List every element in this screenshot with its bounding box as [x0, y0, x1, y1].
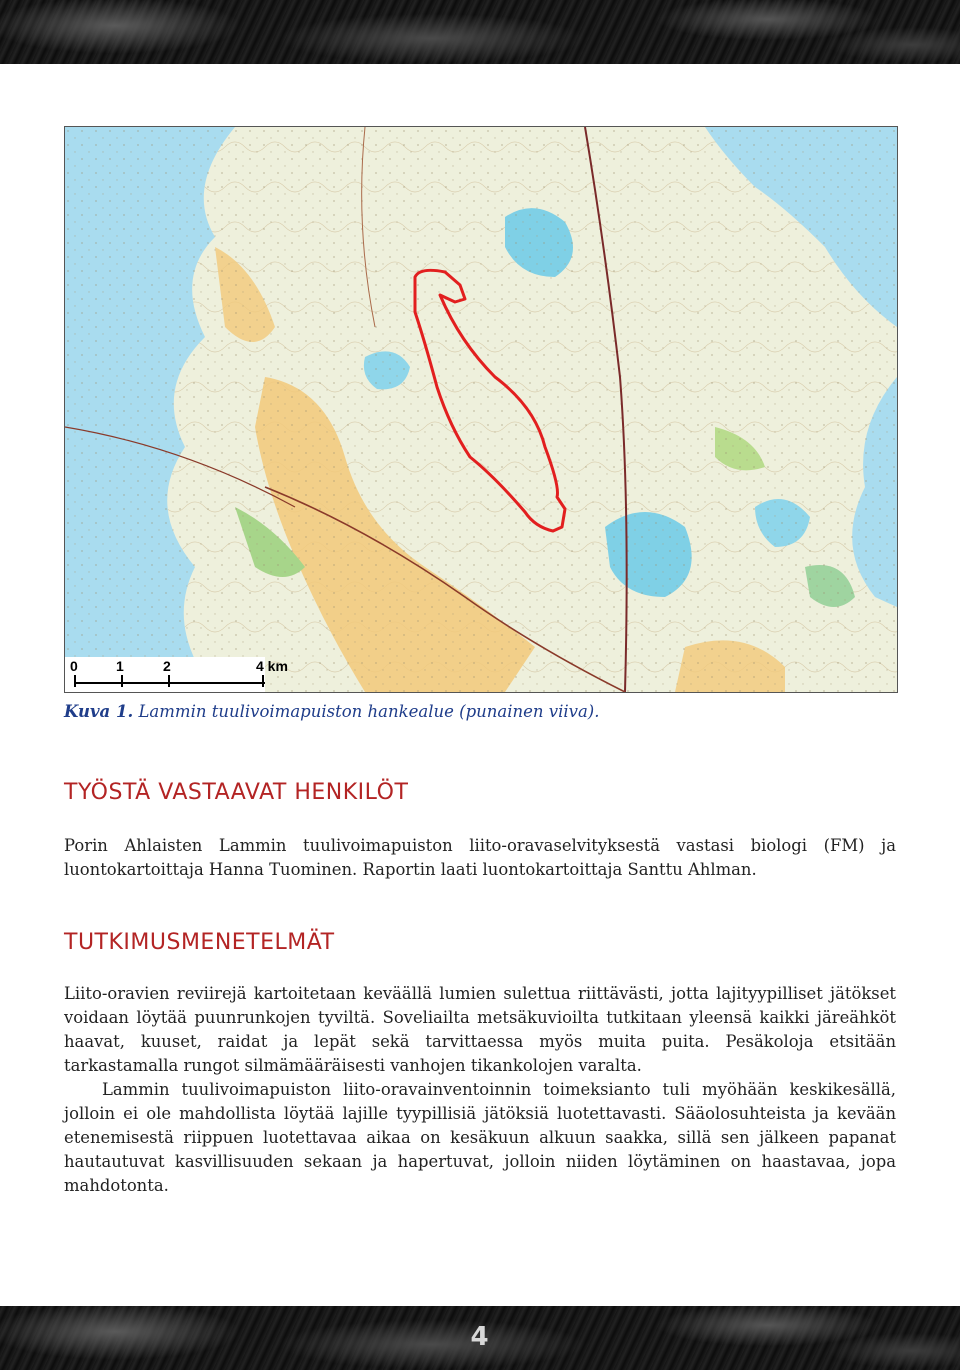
- scale-label-4km: 4 km: [256, 658, 288, 674]
- map-scale-bar: [64, 656, 294, 690]
- paragraph-methods-1: Liito-oravien reviirejä kartoitetaan keväällä lumien sulettua riittävästi, jotta lajityypilliset jätökset voidaan löytää puunrunkojen tyviltä. Soveliailta metsäkuvioilta tutkitaan yleensä kaikki järeähköt haavat, kuuset, raidat ja lepät sekä tarvittaessa myös muita puita. Pesäkoloja etsitään tarkastamalla rungot silmämääräisesti vanhojen tikankolojen varalta.: [64, 984, 896, 1075]
- header-decoration-band: [0, 0, 960, 64]
- section-body-personnel: [64, 834, 896, 882]
- topographic-map: [64, 126, 898, 693]
- caption-text: Lammin tuulivoimapuiston hankealue (punainen viiva).: [133, 702, 600, 721]
- figure-caption: [64, 702, 896, 721]
- paragraph-personnel: Porin Ahlaisten Lammin tuulivoimapuiston liito-oravaselvityksestä vastasi biologi (FM) ja luontokartoittaja Hanna Tuominen. Raportin laati luontokartoittaja Santtu Ahlman.: [64, 836, 896, 879]
- section-heading-personnel: TYÖSTÄ VASTAAVAT HENKILÖT: [64, 780, 409, 805]
- section-body-methods: [64, 982, 896, 1198]
- page-number: 4: [470, 1322, 490, 1352]
- paragraph-methods-2: Lammin tuulivoimapuiston liito-oravainventoinnin toimeksianto tuli myöhään keskikesällä, jolloin ei ole mahdollista löytää lajille tyypillisiä jätöksiä luotettavasti. Sääolosuhteista ja kevään etenemisestä riippuen luotettavaa aikaa on kesäkuun alkuun saakka, sillä sen jälkeen papanat hautautuvat kasvillisuuden sekaan ja hapertuvat, jolloin niiden löytäminen on haastavaa, jopa mahdotonta.: [64, 1080, 896, 1195]
- caption-label: Kuva 1.: [64, 702, 134, 721]
- scale-label-2: 2: [163, 658, 171, 674]
- scale-label-1: 1: [116, 658, 124, 674]
- scale-label-0: 0: [70, 658, 78, 674]
- section-heading-methods: TUTKIMUSMENETELMÄT: [64, 930, 335, 955]
